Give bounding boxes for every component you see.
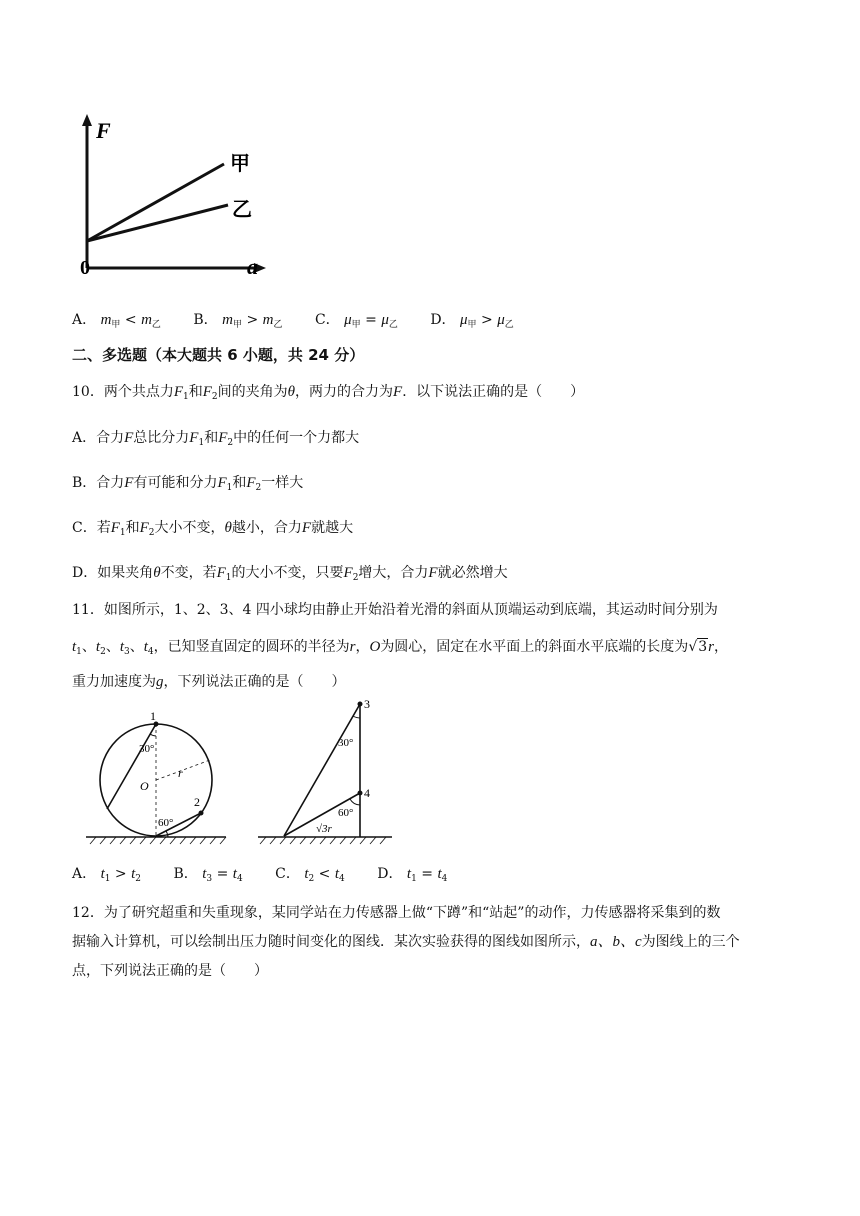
q11-option-d[interactable]: D． $t_1 = t_4$ <box>377 866 448 884</box>
label-point-4: 4 <box>364 786 370 800</box>
y-axis-label: F <box>96 118 111 143</box>
angle-arc-60-b <box>350 799 360 805</box>
q11-option-a[interactable]: A． $t_1 > t_2$ <box>72 866 142 884</box>
label-angle-30: 30° <box>139 743 155 755</box>
angle-arc-30-b <box>353 716 360 718</box>
q10-option-b[interactable]: B．合力F有可能和分力$F_1$和$F_2$一样大 <box>72 475 304 493</box>
force-acceleration-graph <box>72 108 272 280</box>
radius-dashed <box>156 760 210 780</box>
label-point-3: 3 <box>364 697 370 711</box>
q10-option-d[interactable]: D．如果夹角θ不变，若$F_1$的大小不变，只要$F_2$增大，合力F就必然增大 <box>72 565 508 583</box>
incline-pole-figure <box>256 694 396 846</box>
line-jia <box>87 164 224 241</box>
q12-stem-line2: 据输入计算机，可以绘制出压力随时间变化的图线．某次实验获得的图线如图所示，a、b、c为图线上的三个 <box>72 934 740 950</box>
q11-stem-line3: 重力加速度为g，下列说法正确的是（ ） <box>72 674 346 690</box>
angle-arc-30 <box>150 734 156 736</box>
q9-options <box>72 310 542 335</box>
label-point-2: 2 <box>194 795 200 809</box>
label-angle-60-b: 60° <box>338 807 354 819</box>
q9-option-b[interactable]: B． $m_甲 > m_乙$ <box>193 312 283 330</box>
q11-stem-line1: 11．如图所示，1、2、3、4 四小球均由静止开始沿着光滑的斜面从顶端运动到底端，其运动时间分别为 <box>72 602 718 618</box>
label-center-o: O <box>140 779 149 793</box>
q9-option-c[interactable]: C． $\mu_甲 = \mu_乙$ <box>314 312 398 330</box>
circle-inclines-figure <box>86 706 236 846</box>
label-angle-30-b: 30° <box>338 737 354 749</box>
q11-options <box>72 864 475 889</box>
sqrt-3r: √3r <box>688 639 714 655</box>
ball-3 <box>358 702 363 707</box>
y-axis-arrow <box>82 114 92 126</box>
origin-label: 0 <box>80 257 90 279</box>
q10-stem: 10．两个共点力$F_1$和$F_2$间的夹角为θ，两力的合力为F．以下说法正确的是（ ） <box>72 384 585 402</box>
q11-option-b[interactable]: B． $t_3 = t_4$ <box>173 866 243 884</box>
q9-option-a[interactable]: A． $m_甲 < m_乙$ <box>72 312 161 330</box>
q10-option-a[interactable]: A．合力F总比分力$F_1$和$F_2$中的任何一个力都大 <box>72 430 360 448</box>
label-point-1: 1 <box>150 709 156 723</box>
q12-stem-line3: 点，下列说法正确的是（ ） <box>72 963 268 979</box>
angle-arc-60 <box>166 831 168 837</box>
q11-stem-line2: $t_1$、$t_2$、$t_3$、$t_4$，已知竖直固定的圆环的半径为r，O为圆心，固定在水平面上的斜面水平底端的长度为√3r， <box>72 639 728 657</box>
ground-hatching-2 <box>260 837 386 844</box>
x-axis-label: a <box>247 254 258 279</box>
label-angle-60: 60° <box>158 817 174 829</box>
section-2-heading: 二、多选题（本大题共 6 小题，共 24 分） <box>72 346 365 364</box>
line-yi <box>87 205 228 241</box>
label-radius-r: r <box>178 766 183 780</box>
label-jia: 甲 <box>230 153 250 175</box>
q9-option-d[interactable]: D． $\mu_甲 > \mu_乙$ <box>430 312 514 330</box>
ball-4 <box>358 791 363 796</box>
label-yi: 乙 <box>232 199 252 221</box>
q12-stem-line1: 12．为了研究超重和失重现象，某同学站在力传感器上做“下蹲”和“站起”的动作，力传感器将采集到的数 <box>72 905 721 921</box>
q11-option-c[interactable]: C． $t_2 < t_4$ <box>275 866 345 884</box>
chord-1 <box>107 724 156 809</box>
ground-hatching <box>90 837 226 844</box>
q10-option-c[interactable]: C．若$F_1$和$F_2$大小不变，θ越小，合力F就越大 <box>72 520 354 538</box>
label-base-sqrt3r: √3r <box>316 823 332 835</box>
ball-2 <box>199 811 204 816</box>
